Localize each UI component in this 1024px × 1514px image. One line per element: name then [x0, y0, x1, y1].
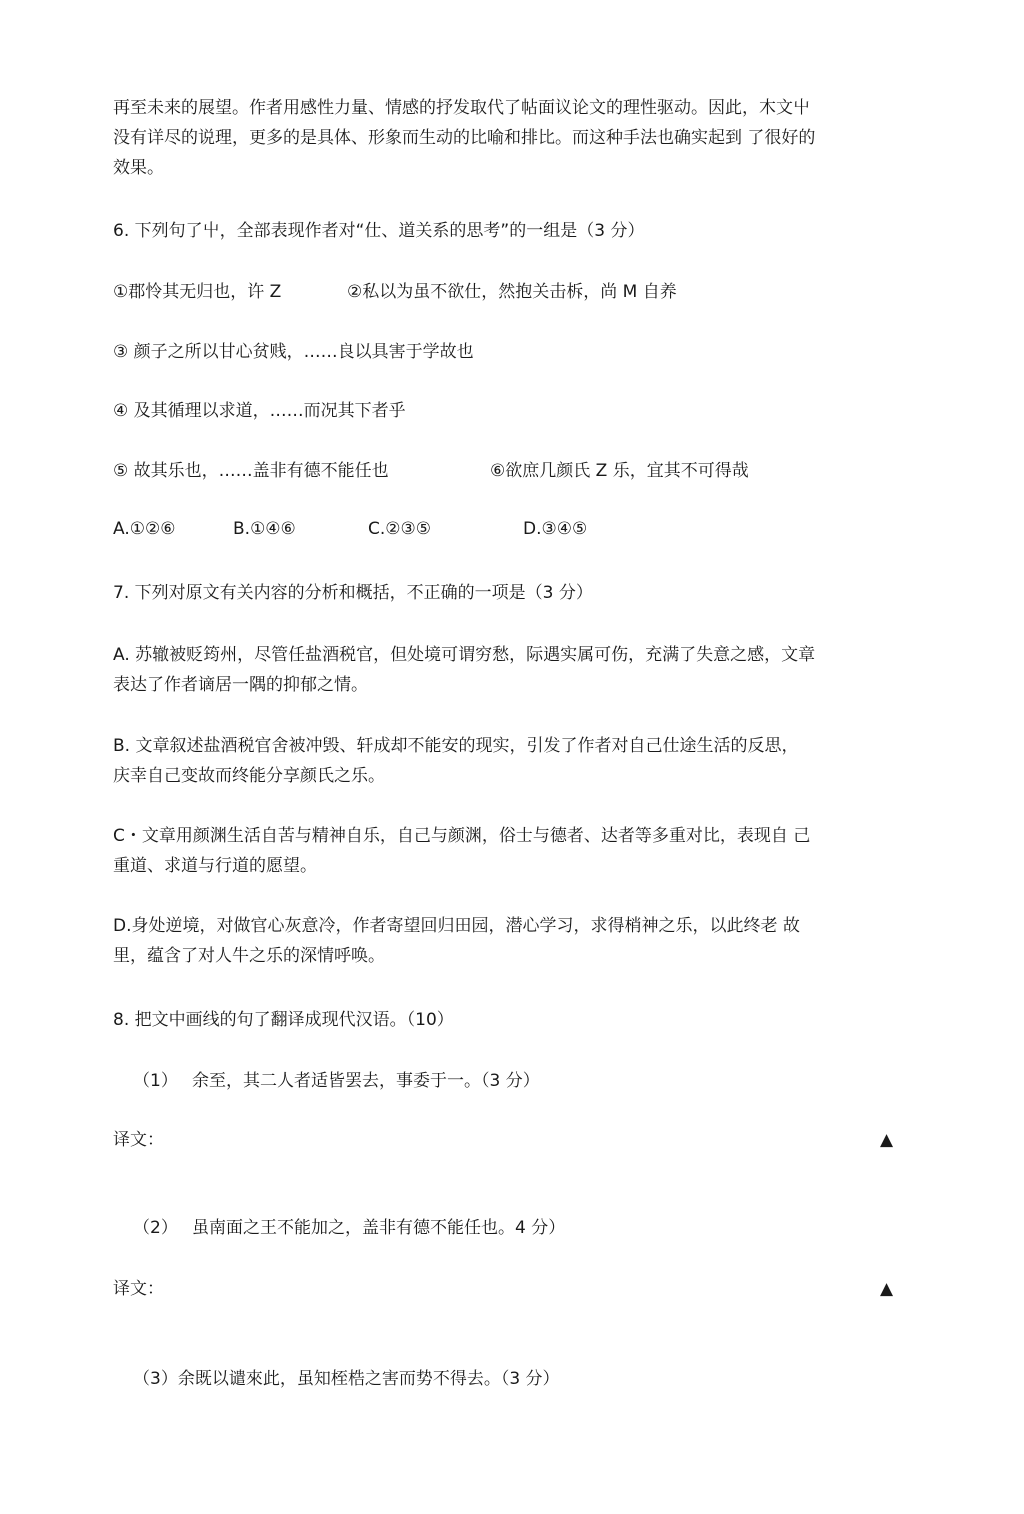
q7-option-b-line-1: B. 文章叙述盐酒税官舍被冲毁、轩成却不能安的现实，引发了作者对自己仕途生活的反思，	[113, 736, 799, 756]
q8-sentence-1: 余至，其二人者适皆罢去，事委于一。（3 分）	[192, 1071, 540, 1091]
q8-sentence-2-number: （2）	[133, 1218, 178, 1238]
q6-item-3: ③ 颜子之所以甘心贫贱，……良以具害于学故也	[113, 342, 474, 362]
q7-option-c-line-2: 重道、求道与行道的愿望。	[113, 856, 317, 876]
q7-option-c-line-1: C・文章用颜渊生活自苦与精神自乐，自己与颜渊，俗士与德者、达者等多重对比，表现自 己	[113, 826, 811, 846]
q6-item-4: ④ 及其循理以求道，……而况其下者乎	[113, 401, 406, 421]
q6-option-b: B.①④⑥	[233, 519, 296, 539]
q7-option-d-line-2: 里，蕴含了对人牛之乐的深情呼唤。	[113, 946, 385, 966]
q8-translation-label-1: 译文：	[113, 1130, 164, 1150]
q7-option-b-line-2: 庆幸自己变故而终能分享颜氏之乐。	[113, 766, 385, 786]
q6-stem: 6. 下列句了屮，全部表现作者对“仕、道关系的思考”的一组是（3 分）	[113, 221, 645, 241]
q6-item-2: ②私以为虽不欲仕，然抱关击柝，尚 M 自养	[347, 282, 677, 302]
q7-option-a-line-1: A. 苏辙被贬筠州，尽管任盐酒税官，但处境可谓穷愁，际遇实属可伤，充满了失意之感，文章	[113, 645, 816, 665]
q6-option-d: D.③④⑤	[523, 519, 588, 539]
q8-sentence-3: （3）余既以谴來此，虽知桎梏之害而势不得去。（3 分）	[133, 1369, 560, 1389]
q8-translation-label-2: 译文：	[113, 1279, 164, 1299]
triangle-marker-icon: ▲	[880, 1279, 894, 1299]
q6-item-1: ①郡怜其无归也，许 Z	[113, 282, 282, 302]
q6-option-c: C.②③⑤	[368, 519, 431, 539]
q7-option-a-line-2: 表达了作者谪居一隅的抑郁之情。	[113, 675, 368, 695]
q8-sentence-1-number: （1）	[133, 1071, 178, 1091]
q8-stem: 8. 把文中画线的句了翻译成现代汉语。（10）	[113, 1010, 454, 1030]
triangle-marker-icon: ▲	[880, 1130, 894, 1150]
q7-stem: 7. 下列对原文有关内容的分析和概括，不正确的一项是（3 分）	[113, 583, 593, 603]
q6-option-a: A.①②⑥	[113, 519, 176, 539]
q6-item-5: ⑤ 故其乐也，……盖非有德不能任也	[113, 461, 389, 481]
intro-line-3: 效果。	[113, 158, 164, 178]
intro-line-1: 再至未来的展望。作者用感性力量、情感的抒发取代了帖面议论文的理性驱动。因此，木文屮	[113, 98, 810, 118]
q7-option-d-line-1: D.身处逆境，对做官心灰意冷，作者寄望回归田园，潜心学习，求得梢神之乐，以此终老 故	[113, 916, 800, 936]
q6-item-6: ⑥欲庶几颜氏 Z 乐，宜其不可得哉	[490, 461, 749, 481]
intro-line-2: 没有详尽的说理，更多的是具体、形象而生动的比喻和排比。而这种手法也确实起到 了很好的	[113, 128, 816, 148]
q8-sentence-2: 虽南面之王不能加之，盖非有德不能任也。4 分）	[192, 1218, 566, 1238]
